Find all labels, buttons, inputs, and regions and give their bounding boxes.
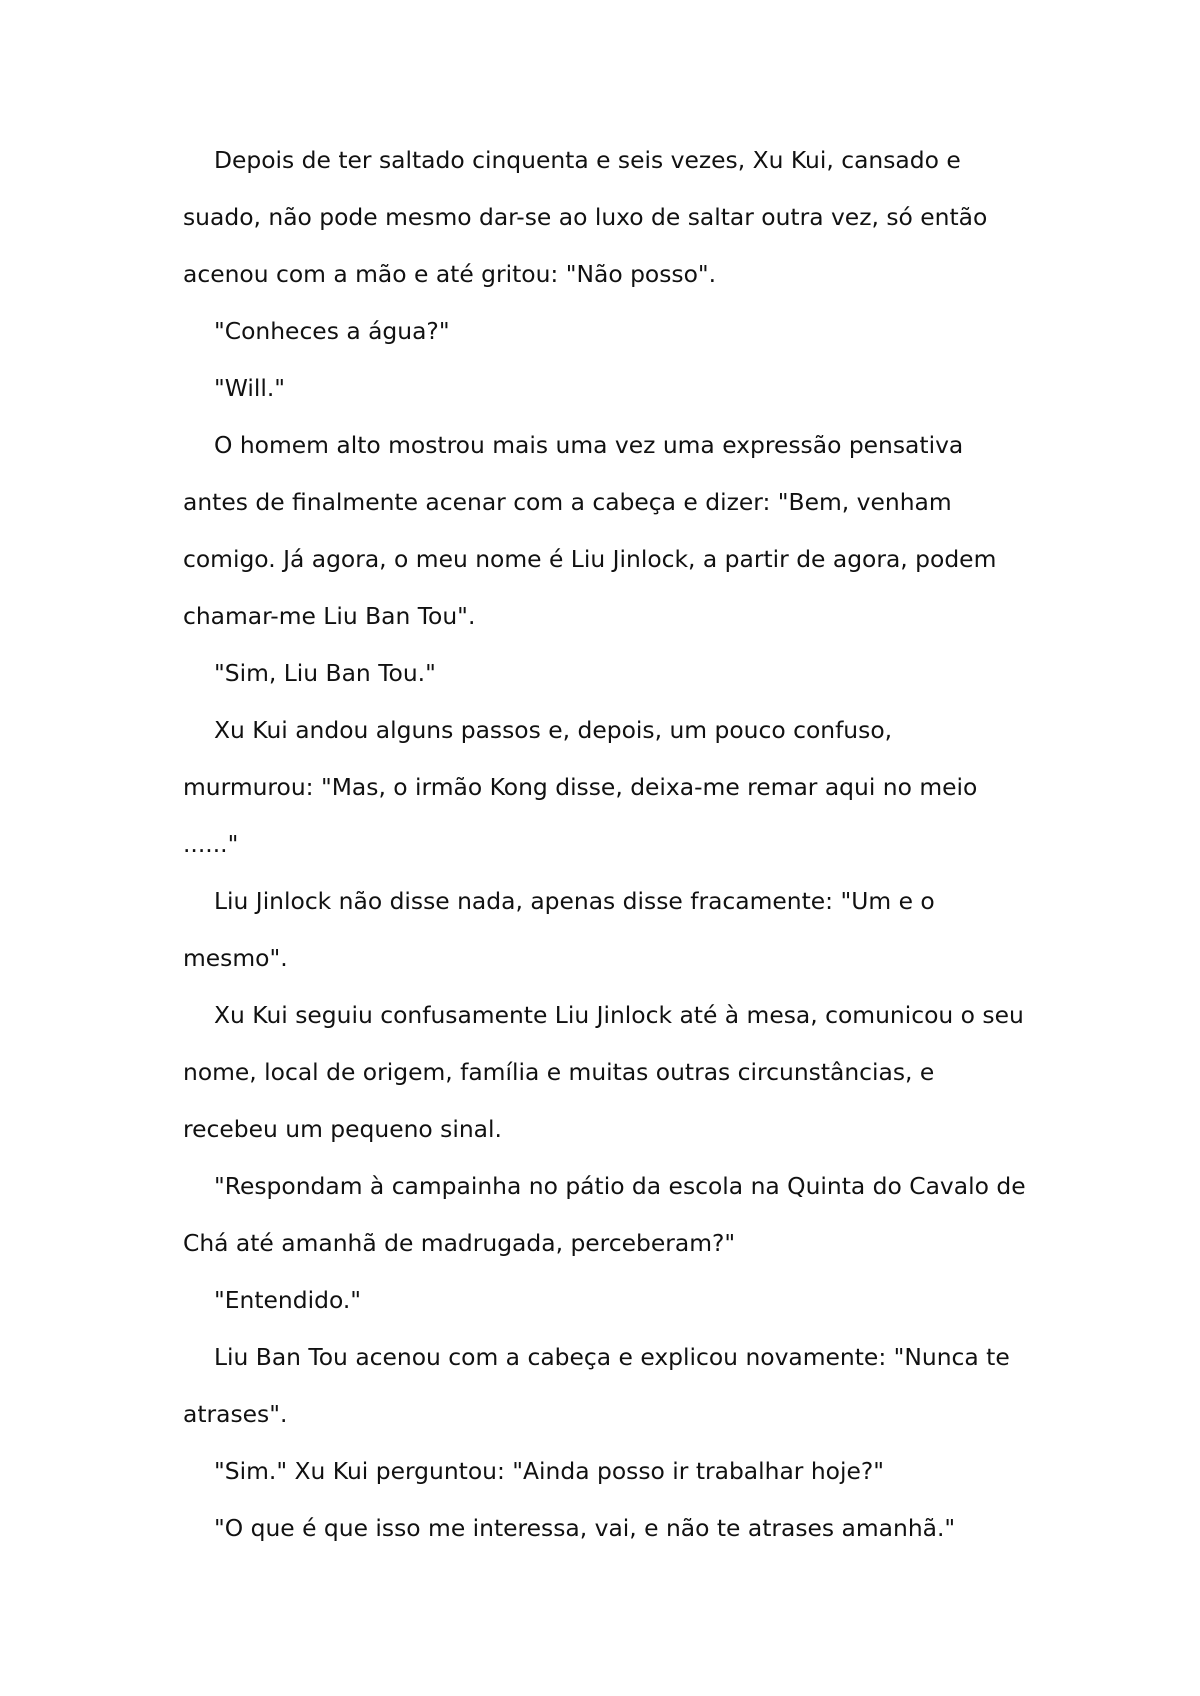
document-body: [183, 132, 1030, 1557]
paragraph: Depois de ter saltado cinquenta e seis vezes, Xu Kui, cansado e suado, não pode mesmo dar-se ao luxo de saltar outra vez, só então acenou com a mão e até gritou: "Não posso".: [183, 146, 988, 288]
paragraph: "Entendido.": [214, 1286, 362, 1314]
paragraph: Xu Kui andou alguns passos e, depois, um pouco confuso, murmurou: "Mas, o irmão Kong disse, deixa-me remar aqui no meio ......": [183, 716, 978, 858]
paragraph: "Sim, Liu Ban Tou.": [214, 659, 436, 687]
paragraph: Xu Kui seguiu confusamente Liu Jinlock até à mesa, comunicou o seu nome, local de origem, família e muitas outras circunstâncias, e recebeu um pequeno sinal.: [183, 1001, 1024, 1143]
paragraph: "Conheces a água?": [214, 317, 450, 345]
paragraph: "Will.": [214, 374, 286, 402]
paragraph: "Sim." Xu Kui perguntou: "Ainda posso ir trabalhar hoje?": [214, 1457, 885, 1485]
paragraph: O homem alto mostrou mais uma vez uma expressão pensativa antes de finalmente acenar com a cabeça e dizer: "Bem, venham comigo. Já agora, o meu nome é Liu Jinlock, a partir de agora, podem chamar-me Liu Ban Tou".: [183, 431, 997, 630]
paragraph: Liu Ban Tou acenou com a cabeça e explicou novamente: "Nunca te atrases".: [183, 1343, 1010, 1428]
paragraph: Liu Jinlock não disse nada, apenas disse fracamente: "Um e o mesmo".: [183, 887, 935, 972]
paragraph: "Respondam à campainha no pátio da escola na Quinta do Cavalo de Chá até amanhã de madrugada, perceberam?": [183, 1172, 1026, 1257]
paragraph: "O que é que isso me interessa, vai, e não te atrases amanhã.": [214, 1514, 956, 1542]
